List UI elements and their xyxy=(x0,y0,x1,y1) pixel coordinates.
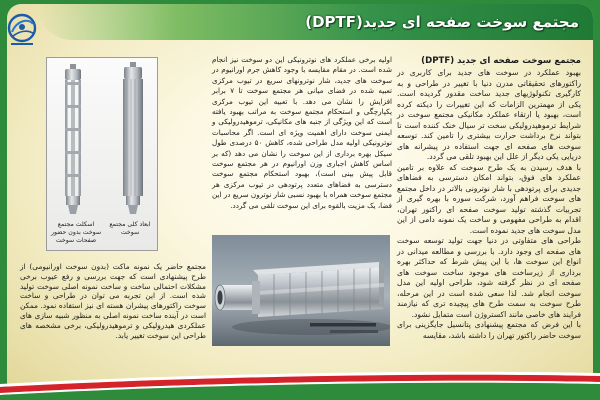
fuel-assembly-photo xyxy=(212,235,390,346)
fuel-assembly-figure xyxy=(46,57,158,251)
skeleton-bottom-nozzle xyxy=(68,205,78,214)
bottom-stripes xyxy=(0,360,600,400)
caption-skeleton xyxy=(49,221,103,245)
logo-core xyxy=(19,24,25,30)
paragraph: بهبود عملکرد در سوخت های جدید برای کاربری در راکتورهای تحقیقاتی مدرن دنیا با تغییر در طراحی و به کارگیری تکنولوژیهای جدید ساخت مقدور گردیده است. یکی از مهمترین الزامات که این تغییرات را دیکته کرده است، بهبود یا ارتقاء عملکرد مکانیکی مجتمع سوخت در شرایط ترموهیدرولیکی سخت تر سیال خنک کننده است تا بتواند نرخ برداشت حرارت بیشتری را تامین کند. توسعه سوخت های صفحه ای جهت استفاده در پیشرانه های دریایی یکی دیگر از علل این بهبود تلقی می گردد. xyxy=(397,68,581,161)
skeleton-side-bar xyxy=(65,80,68,196)
skeleton-top-fitting xyxy=(65,69,81,80)
photo-rod xyxy=(310,323,376,327)
paragraph: با هدف رسیدن به یک طرح سوخت که علاوه بر تامین عملکرد های فوق، بتواند امکان دسترسی به فضاهای جدیدی برای پرتودهی با شار نوترونی بالاتر در داخل مجتمع های سوخت فراهم آورد، شرکت سوره با بهره گیری از تجربیات گذشته تولید سوخت صفحه ای راکتور تهران، اقدام به طراحی مفهومی و ساخت یک نمونه دامی از این مدل سوخت های جدید نموده است. xyxy=(397,162,581,235)
skeleton-grid-band xyxy=(65,128,81,131)
caption-line: سوخت بدون حضور xyxy=(50,229,102,236)
skeleton-side-bar xyxy=(79,80,82,196)
skeleton-grid-band xyxy=(65,82,81,85)
caption-line: صفحات سوخت xyxy=(55,237,97,244)
logo-base-line xyxy=(11,43,33,45)
assembly-handle xyxy=(130,62,136,67)
middle-column-text xyxy=(212,55,392,211)
paragraph: مجتمع حاضر یک نمونه ماکت (بدون سوخت اورانیومی) از طرح پیشنهادی است که جهت بررسی و رفع عیوب برخی مشکلات احتمالی ساخت و ساخت نمونه اصلی سوخت تولید شده است. از این تجربه می توان در طراحی و ساخت سوخت راکتورهای پیشران هسته ای نیز استفاده نمود. ممکن است در آینده ساخت نمونه اصلی به منظور شبیه سازی های عملکردی هیدرولیکی و ترموهیدرولیکی، برخی مشخصه های طراحی این سوخت تغییر یابد. xyxy=(20,262,206,340)
poster-title: مجتمع سوخت صفحه ای جدید(DPTF) xyxy=(305,13,579,31)
assembly-bottom-nozzle xyxy=(128,205,138,214)
skeleton-grid-band xyxy=(65,151,81,154)
right-column-text xyxy=(397,55,581,341)
assembly-body xyxy=(123,79,143,196)
photo-rod xyxy=(330,330,378,333)
fuel-assembly-drawing xyxy=(47,58,159,218)
left-column-text xyxy=(20,262,206,340)
paragraph: طراحی های متفاوتی در دنیا جهت تولید توسعه سوخت های صفحه ای وجود دارد. با بررسی و مطالعه میدانی در انواع این سوخت ها، با این پیش شرط که حداکثر بهره برداری از زیرساخت های موجود ساخت سوخت های صفحه ای در نظر گرفته شود، طراحی اولیه این مدل سوخت انجام شد. لذا سعی شده است در این مرحله، طرح سوخت به سمت طرح های پیچیده تری که نیازمند فرایند های خاصی مانند اکستروژن است متمایل نشود. xyxy=(397,236,581,319)
skeleton-bottom-fitting xyxy=(66,196,80,205)
logo-arc-lower xyxy=(13,31,34,36)
caption-dimensions xyxy=(104,221,156,237)
company-logo xyxy=(5,12,39,48)
assembly-top-fitting xyxy=(124,67,142,79)
skeleton-assembly xyxy=(65,64,81,214)
title-band xyxy=(38,4,593,40)
skeleton-handle xyxy=(70,64,76,69)
caption-line: ابعاد کلی مجتمع xyxy=(109,221,151,228)
skeleton-grid-band xyxy=(65,174,81,177)
skeleton-center-tube xyxy=(71,80,75,196)
paragraph: با این فرض که مجتمع پیشنهادی پتانسیل جایگزینی برای سوخت حاضر راکتور تهران را داشته باشد، مقایسه xyxy=(397,320,581,340)
cylinder-collar xyxy=(252,281,260,314)
caption-line: سوخت xyxy=(120,229,140,236)
skeleton-grid-band xyxy=(65,105,81,108)
section-heading: مجتمع سوخت صفحه ای جدید (DPTF) xyxy=(421,56,581,66)
caption-line: اسکلت مجتمع xyxy=(57,221,95,228)
cylinder-opening xyxy=(217,291,222,305)
complete-assembly xyxy=(123,62,143,214)
paragraph: اولیه برخی عملکرد های نوترونیکی این دو سوخت نیز انجام شده است. در مقام مقایسه با وجود کاهش جرم اورانیوم در سوخت های جدید، شار نوترونهای سریع در تیوب مرکزی تعبیه شده در فضای میانی هر مجتمع سوخت تا ۷ برابر افزایش را نشان می دهد. با تعبیه این تیوب مرکزی یکپارچگی و استحکام مجتمع سوخت به مراتب بهبود یافته است که این ویژگی از جنبه های مکانیکی، ترموهیدرولیکی و ایمنی سوخت دارای اهمیت ویژه ای است. اگر محاسبات نوترونیکی اولیه مدل طراحی شده، کاهش ۵۰ درصدی طول سیکل بهره برداری از این سوخت را نشان می دهد (که بر اساس کاهش اجباری وزن اورانیوم در هر مجتمع سوخت قابل پیش بینی است)، بهبود استحکام مجتمع سوخت دسترسی به فضاهای متعدد پرتودهی در تیوب مرکزی هر مجتمع سوخت همراه با بهبود نسبی شار نوترون سریع در این فضا، یک مزیت بالقوه برای این سوخت تلقی می گردد. xyxy=(212,55,392,210)
assembly-bottom-fitting xyxy=(126,196,140,205)
